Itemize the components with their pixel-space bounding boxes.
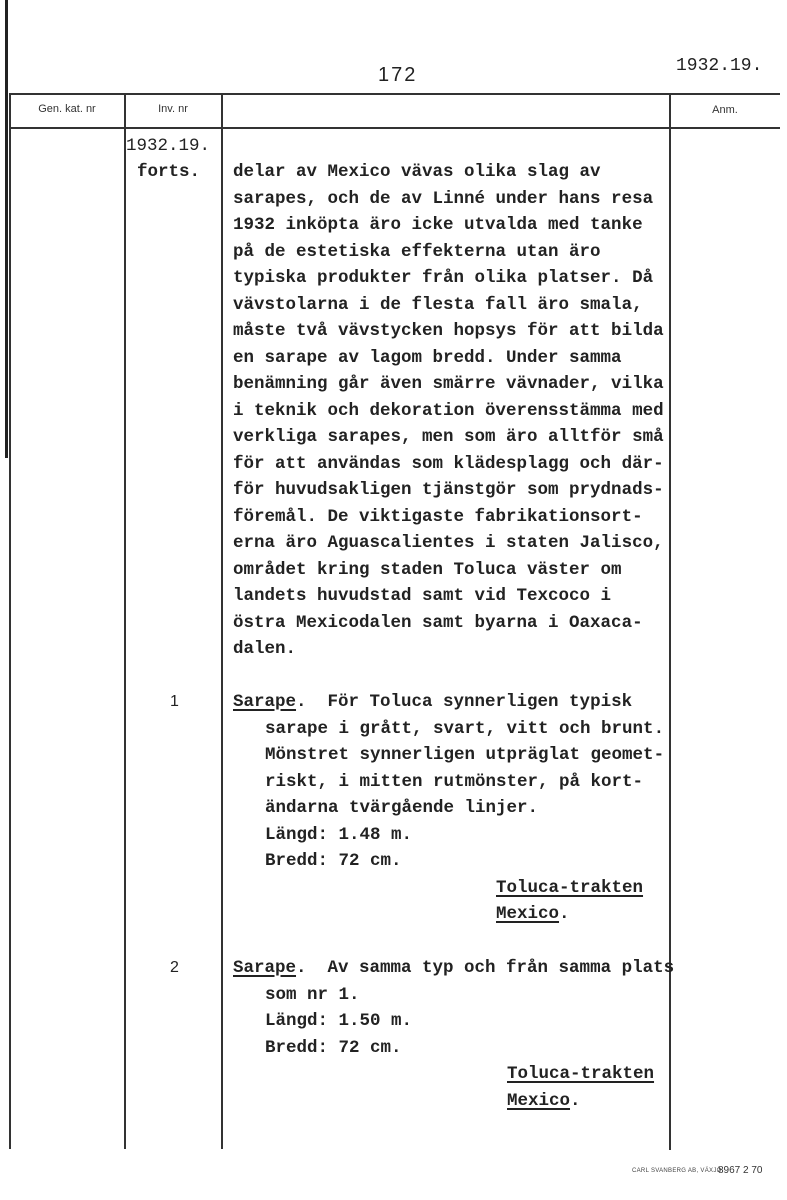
entry-1-country-suffix: . (559, 904, 570, 924)
intro-line: en sarape av lagom bredd. Under samma (233, 347, 622, 368)
catalog-reference: 1932.19. (676, 56, 763, 76)
entry-1-inv-nr: 1 (170, 693, 179, 710)
printer-imprint: CARL SVANBERG AB, VÄXJÖ (632, 1168, 722, 1174)
intro-line: verkliga sarapes, men som äro alltför små (233, 427, 664, 447)
entry-1-line: ändarna tvärgående linjer. (265, 798, 539, 818)
column-header-inv-nr: Inv. nr (158, 103, 188, 115)
intro-line: föremål. De viktigaste fabrikationsort- (233, 506, 643, 527)
intro-line: måste två vävstycken hopsys för att bilda (233, 321, 664, 341)
entry-1-country: Mexico (496, 904, 560, 924)
entry-2-country-suffix: . (570, 1090, 581, 1111)
entry-2 (233, 955, 674, 1114)
intro-line: vävstolarna i de flesta fall äro smala, (233, 294, 643, 315)
continued-label: forts. (137, 162, 201, 182)
header-top-rule (10, 93, 780, 95)
intro-line: sarapes, och de av Linné under hans resa (233, 188, 654, 209)
entry-1-line: riskt, i mitten rutmönster, på kort- (265, 771, 644, 792)
entry-2-first-line-text: . Av samma typ och från samma plats (296, 958, 675, 978)
column-header-gen-kat-nr: Gen. kat. nr (38, 103, 96, 115)
entry-1-length: Längd: 1.48 m. (265, 824, 413, 845)
intro-paragraph (233, 159, 664, 663)
page-number: 172 (378, 64, 418, 86)
entry-2-line: som nr 1. (265, 984, 360, 1005)
entry-1-width: Bredd: 72 cm. (265, 851, 402, 871)
column-rule-left (9, 93, 11, 1149)
intro-line: för att användas som klädesplagg och där- (233, 453, 664, 474)
entry-1-line: Mönstret synnerligen utpräglat geomet- (265, 745, 665, 765)
entry-2-width: Bredd: 72 cm. (265, 1037, 402, 1058)
intro-line: landets huvudstad samt vid Texcoco i (233, 586, 612, 606)
form-number: 8967 2 70 (718, 1165, 763, 1176)
intro-line: på de estetiska effekterna utan äro (233, 241, 601, 262)
entry-1-first-line-text: . För Toluca synnerligen typisk (296, 692, 633, 712)
binding-edge (5, 0, 8, 458)
inv-nr-continued: 1932.19. (126, 136, 211, 156)
intro-line: i teknik och dekoration överensstämma med (233, 400, 664, 421)
column-header-anm: Anm. (712, 104, 738, 116)
header-bottom-rule (10, 127, 780, 129)
entry-1-place: Toluca-trakten (496, 877, 644, 898)
entry-1-line: sarape i grått, svart, vitt och brunt. (265, 718, 665, 739)
entry-2-inv-nr: 2 (170, 959, 179, 976)
entry-2-length: Längd: 1.50 m. (265, 1011, 413, 1031)
entry-2-first-line (233, 955, 674, 982)
intro-line: benämning går även smärre vävnader, vilka (233, 374, 664, 394)
intro-line: typiska produkter från olika platser. Då (233, 268, 654, 288)
intro-line: dalen. (233, 639, 297, 659)
intro-line: östra Mexicodalen samt byarna i Oaxaca- (233, 612, 643, 633)
entry-2-place: Toluca-trakten (507, 1064, 655, 1084)
intro-line: för huvudsakligen tjänstgör som prydnads- (233, 480, 664, 500)
intro-line: området kring staden Toluca väster om (233, 559, 622, 580)
entry-1-first-line (233, 689, 664, 716)
entry-1 (233, 689, 664, 928)
entry-2-title: Sarape (233, 958, 297, 978)
entry-2-country: Mexico (507, 1090, 571, 1111)
intro-line: erna äro Aguascalientes i staten Jalisco, (233, 533, 664, 553)
entry-1-title: Sarape (233, 692, 297, 712)
column-rule-gen-inv (124, 93, 126, 1149)
column-rule-inv-desc (221, 93, 223, 1149)
intro-line: 1932 inköpta äro icke utvalda med tanke (233, 215, 643, 235)
intro-line: delar av Mexico vävas olika slag av (233, 162, 601, 182)
